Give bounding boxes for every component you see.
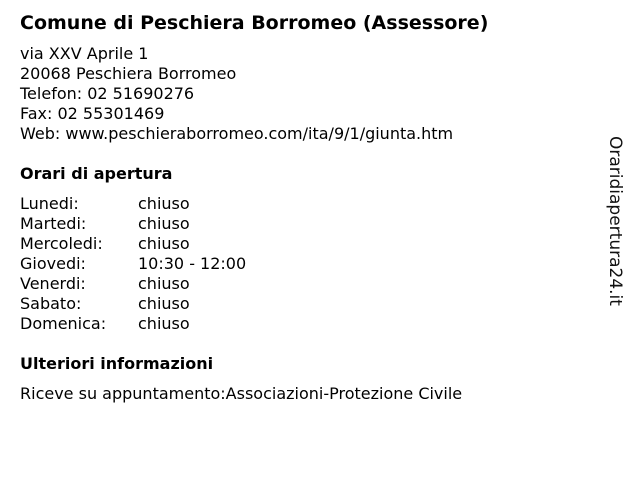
hours-value: 10:30 - 12:00 (138, 254, 247, 273)
hours-value: chiuso (138, 314, 190, 333)
more-info-heading: Ulteriori informazioni (20, 354, 214, 373)
day-label: Lunedi: (20, 194, 79, 213)
page-title: Comune di Peschiera Borromeo (Assessore) (20, 12, 489, 34)
hours-value: chiuso (138, 294, 190, 313)
day-label: Domenica: (20, 314, 107, 333)
street-address: via XXV Aprile 1 (20, 44, 149, 63)
day-label: Martedi: (20, 214, 87, 233)
day-label: Giovedi: (20, 254, 86, 273)
postal-city: 20068 Peschiera Borromeo (20, 64, 237, 83)
hours-value: chiuso (138, 274, 190, 293)
day-label: Venerdi: (20, 274, 86, 293)
phone-number: Telefon: 02 51690276 (20, 84, 195, 103)
hours-value: chiuso (138, 234, 190, 253)
opening-hours-heading: Orari di apertura (20, 164, 173, 183)
website-link[interactable]: Web: www.peschieraborromeo.com/ita/9/1/giunta.htm (20, 124, 454, 143)
day-label: Mercoledi: (20, 234, 103, 253)
address-block (20, 44, 453, 144)
fax-number: Fax: 02 55301469 (20, 104, 165, 123)
day-label: Sabato: (20, 294, 82, 313)
hours-value: chiuso (138, 194, 190, 213)
hours-value: chiuso (138, 214, 190, 233)
more-info-text: Riceve su appuntamento:Associazioni-Protezione Civile (20, 384, 463, 403)
site-watermark: Oraridiapertura24.it (605, 136, 625, 306)
